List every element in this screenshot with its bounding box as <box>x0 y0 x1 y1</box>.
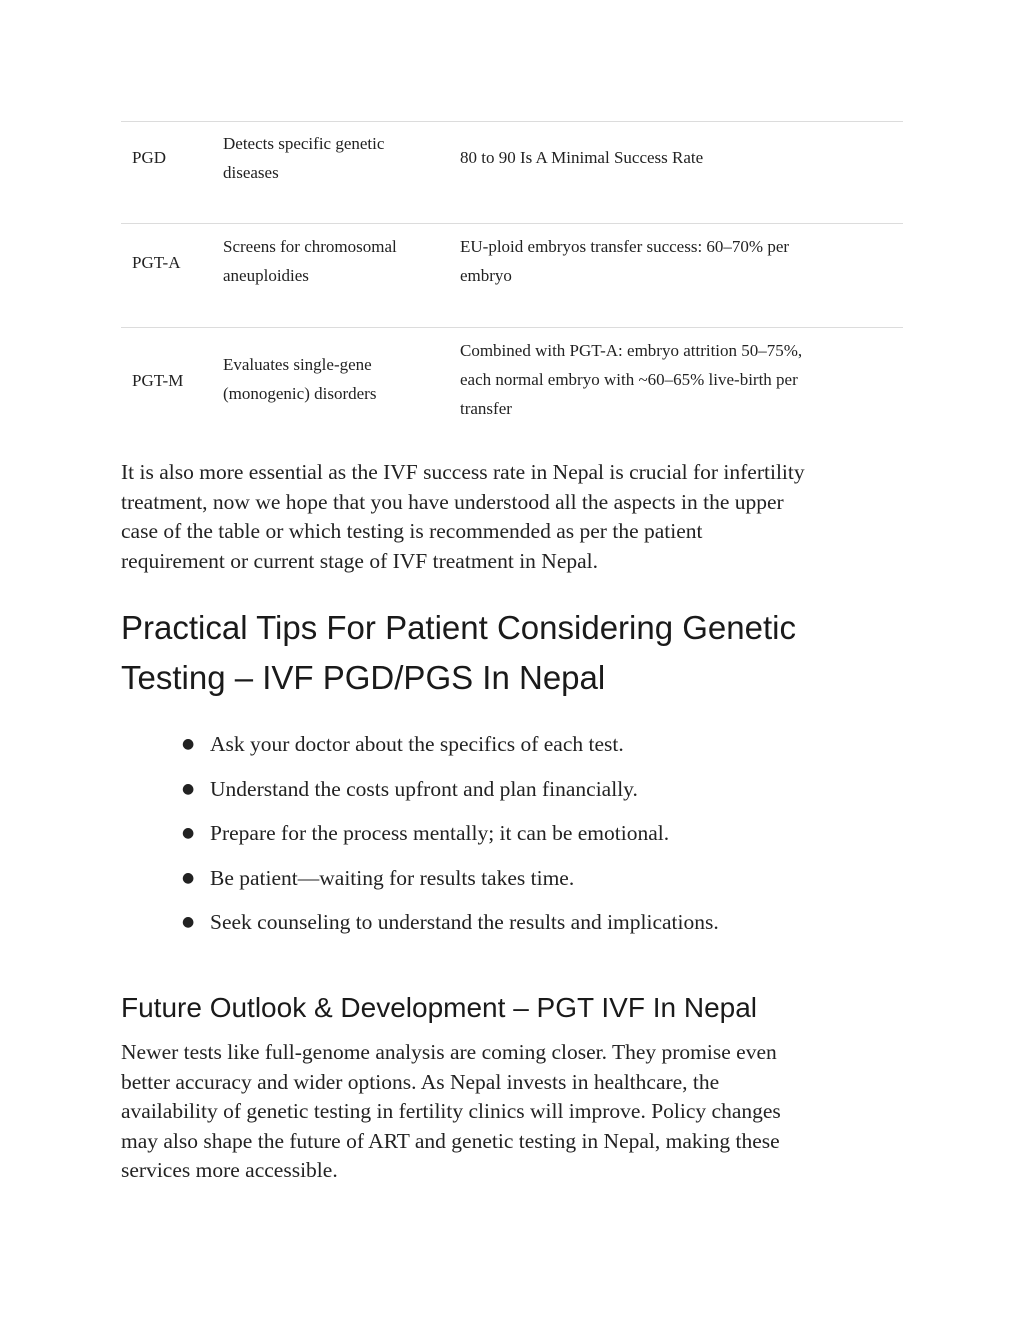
test-description: Evaluates single-gene (monogenic) disorders <box>223 355 377 403</box>
bullet-icon: ● <box>182 914 195 930</box>
bullet-icon: ● <box>182 869 195 886</box>
list-item: ● Prepare for the process mentally; it can be emotional. <box>121 819 903 864</box>
test-name: PGT-A <box>132 253 181 272</box>
table-row <box>121 224 903 328</box>
genetic-testing-table <box>121 121 903 446</box>
future-heading: Future Outlook & Development – PGT IVF In Nepal <box>121 992 758 1023</box>
bullet-icon: ● <box>182 780 195 797</box>
test-success-rate: Combined with PGT-A: embryo attrition 50–75%, each normal embryo with ~60–65% live-birth per transfer <box>460 341 803 418</box>
list-item: ● Understand the costs upfront and plan financially. <box>121 775 903 820</box>
tips-heading: Practical Tips For Patient Considering Genetic Testing – IVF PGD/PGS In Nepal <box>121 609 796 696</box>
list-item: ● Ask your doctor about the specifics of each test. <box>121 730 903 775</box>
bullet-icon: ● <box>182 736 195 752</box>
list-item: ● Seek counseling to understand the results and implications. <box>121 908 903 953</box>
test-description: Detects specific genetic diseases <box>223 134 385 182</box>
test-success-rate: EU-ploid embryos transfer success: 60–70% per embryo <box>460 237 790 285</box>
test-description: Screens for chromosomal aneuploidies <box>223 237 397 285</box>
future-paragraph: Newer tests like full-genome analysis are coming closer. They promise even better accuracy and wider options. As Nepal invests in healthcare, the availability of genetic testing in fertility clinics will improve. Policy changes may also shape the future of ART and genetic testing in Nepal, making these services more accessible. <box>121 1040 781 1182</box>
tips-list <box>121 730 903 953</box>
bullet-icon: ● <box>182 825 195 841</box>
intro-paragraph: It is also more essential as the IVF success rate in Nepal is crucial for infertility treatment, now we hope that you have understood all the aspects in the upper case of the table or which testing is recommended as per the patient requirement or current stage of IVF treatment in Nepal. <box>121 460 805 573</box>
test-name: PGT-M <box>132 371 184 390</box>
list-item: ● Be patient—waiting for results takes time. <box>121 864 903 909</box>
table-row <box>121 328 903 446</box>
test-success-rate: 80 to 90 Is A Minimal Success Rate <box>460 148 704 167</box>
test-name: PGD <box>132 148 167 167</box>
table-row <box>121 122 903 224</box>
